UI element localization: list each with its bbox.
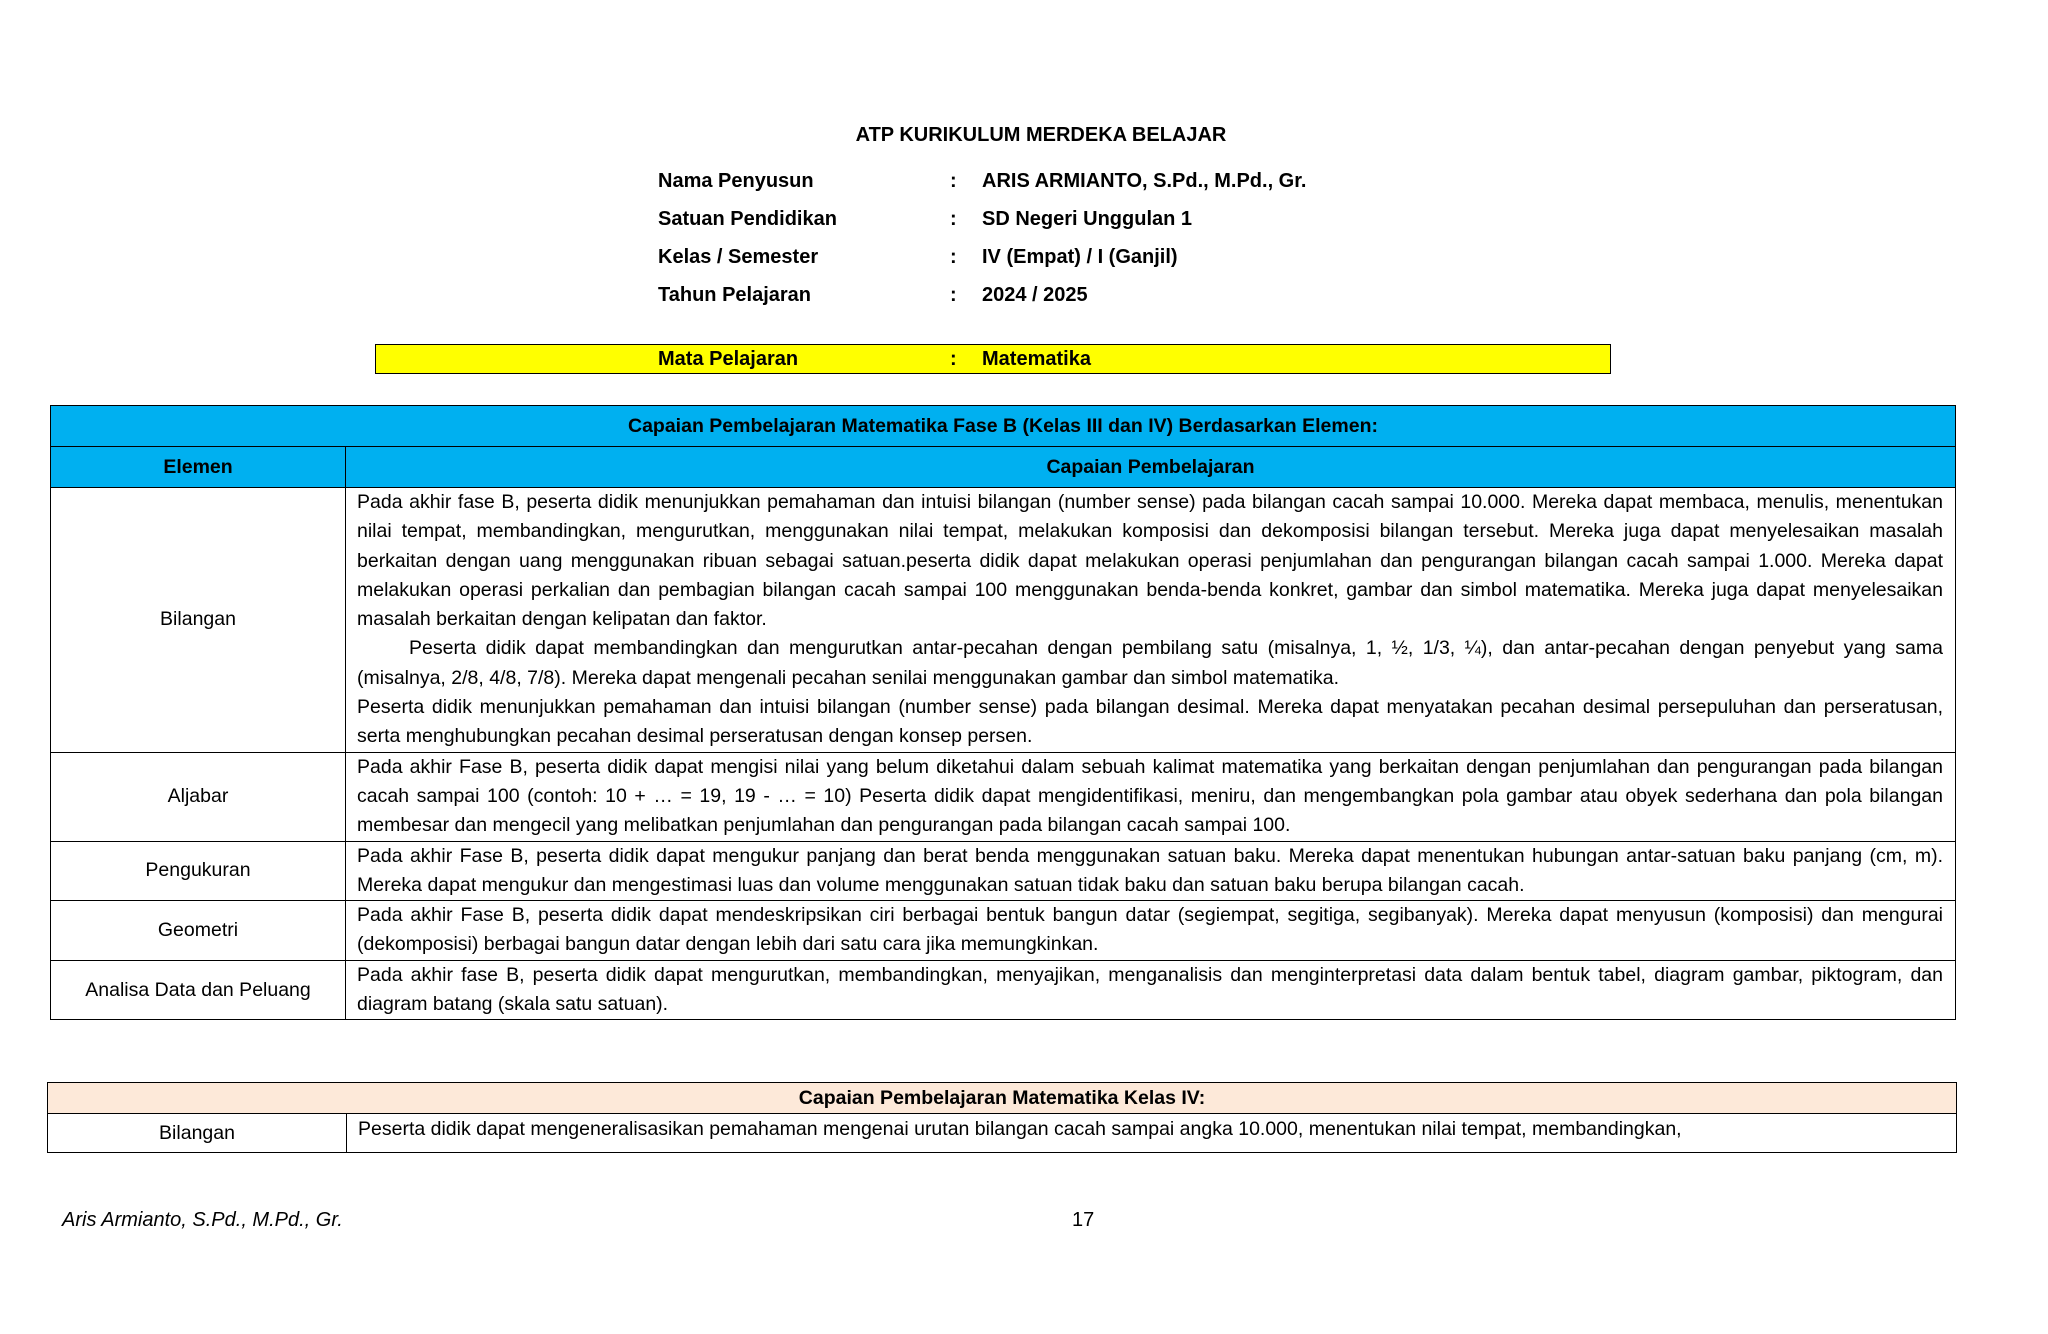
capaian-cell [347, 1114, 1957, 1153]
meta-label: Kelas / Semester [658, 245, 819, 268]
meta-row-tahun [658, 276, 1306, 314]
capaian-cell [346, 960, 1956, 1020]
capaian-cell [346, 752, 1956, 841]
table-row [51, 960, 1956, 1020]
meta-value: ARIS ARMIANTO, S.Pd., M.Pd., Gr. [982, 169, 1307, 192]
meta-separator: : [950, 347, 957, 370]
elemen-cell: Pengukuran [51, 841, 346, 901]
page-number: 17 [1072, 1209, 1095, 1231]
elemen-cell: Bilangan [51, 488, 346, 753]
meta-row-kelas [658, 238, 1306, 276]
meta-value: IV (Empat) / I (Ganjil) [982, 245, 1178, 268]
capaian-paragraph: Peserta didik dapat membandingkan dan mengurutkan antar-pecahan dengan pembilang satu (misalnya, 1, ½, 1/3, ¼), dan antar-pecahan dengan penyebut yang sama (misalnya, 2/8, 4/8, 7/8). Mereka dapat mengenali pecahan senilai menggunakan gambar dan simbol matematika. [357, 637, 1943, 689]
subject-highlight-box [375, 344, 1611, 374]
elemen-cell: Analisa Data dan Peluang [51, 960, 346, 1020]
capaian-cell [346, 841, 1956, 901]
meta-separator: : [950, 169, 957, 192]
meta-block [658, 162, 1306, 314]
table-title: Capaian Pembelajaran Matematika Kelas IV: [48, 1083, 1957, 1114]
elemen-cell: Aljabar [51, 752, 346, 841]
capaian-paragraph: Pada akhir Fase B, peserta didik dapat mengukur panjang dan berat benda menggunakan satuan baku. Mereka dapat menentukan hubungan antar-satuan baku panjang (cm, m). Mereka dapat mengukur dan mengestimasi luas dan volume menggunakan satuan tidak baku dan satuan baku berupa bilangan cacah. [357, 844, 1943, 896]
meta-row-penyusun [658, 162, 1306, 200]
meta-separator: : [950, 283, 957, 306]
capaian-paragraph: Peserta didik dapat mengeneralisasikan pemahaman mengenai urutan bilangan cacah sampai angka 10.000, menentukan nilai tempat, membandingkan, [358, 1118, 1682, 1140]
capaian-kelas-iv-table [47, 1082, 1957, 1153]
document-title: ATP KURIKULUM MERDEKA BELAJAR [855, 124, 1227, 146]
footer-author: Aris Armianto, S.Pd., M.Pd., Gr. [62, 1209, 343, 1231]
elemen-cell: Bilangan [48, 1114, 347, 1153]
column-header-elemen: Elemen [51, 447, 346, 488]
meta-label: Tahun Pelajaran [658, 283, 812, 306]
table-row [51, 488, 1956, 753]
table-header-row [51, 447, 1956, 488]
subject-value: Matematika [982, 347, 1091, 370]
table-title-row [51, 406, 1956, 447]
elemen-cell: Geometri [51, 901, 346, 961]
capaian-cell [346, 901, 1956, 961]
capaian-fase-b-table [50, 405, 1956, 1020]
meta-separator: : [950, 245, 957, 268]
meta-row-subject [658, 345, 1610, 373]
subject-label: Mata Pelajaran [658, 347, 799, 370]
meta-value: 2024 / 2025 [982, 283, 1088, 306]
table-title: Capaian Pembelajaran Matematika Fase B (Kelas III dan IV) Berdasarkan Elemen: [51, 406, 1956, 447]
meta-value: SD Negeri Unggulan 1 [982, 207, 1193, 230]
capaian-paragraph: Pada akhir Fase B, peserta didik dapat mengisi nilai yang belum diketahui dalam sebuah kalimat matematika yang berkaitan dengan penjumlahan dan pengurangan pada bilangan cacah sampai 100 (contoh: 10 + … = 19, 19 - … = 10) Peserta didik dapat mengidentifikasi, meniru, dan mengembangkan pola gambar atau obyek sederhana dan pola bilangan membesar dan mengecil yang melibatkan penjumlahan dan pengurangan pada bilangan cacah sampai 100. [357, 755, 1943, 837]
capaian-paragraph: Pada akhir Fase B, peserta didik dapat mendeskripsikan ciri berbagai bentuk bangun datar (segiempat, segitiga, segibanyak). Mereka dapat menyusun (komposisi) dan mengurai (dekomposisi) berbagai bangun datar dengan lebih dari satu cara jika memungkinkan. [357, 904, 1943, 956]
meta-label: Satuan Pendidikan [658, 207, 837, 230]
table-row [51, 841, 1956, 901]
capaian-paragraph: Pada akhir fase B, peserta didik menunjukkan pemahaman dan intuisi bilangan (number sense) pada bilangan cacah sampai 10.000. Mereka dapat membaca, menulis, menentukan nilai tempat, membandingkan, mengurutkan, menggunakan nilai tempat, melakukan komposisi dan dekomposisi bilangan tersebut. Mereka juga dapat menyelesaikan masalah berkaitan dengan uang menggunakan ribuan sebagai satuan.peserta didik dapat melakukan operasi penjumlahan dan pengurangan bilangan cacah sampai 1.000. Mereka dapat melakukan operasi perkalian dan pembagian bilangan cacah sampai 100 menggunakan benda-benda konkret, gambar dan simbol matematika. Mereka juga dapat menyelesaikan masalah berkaitan dengan kelipatan dan faktor. [357, 491, 1943, 631]
capaian-paragraph: Pada akhir fase B, peserta didik dapat mengurutkan, membandingkan, menyajikan, menganalisis dan menginterpretasi data dalam bentuk tabel, diagram gambar, piktogram, dan diagram batang (skala satu satuan). [357, 963, 1943, 1016]
table-title-row [48, 1083, 1957, 1114]
table-row [51, 901, 1956, 961]
table-row [51, 752, 1956, 841]
capaian-cell [346, 488, 1956, 753]
meta-separator: : [950, 207, 957, 230]
column-header-capaian: Capaian Pembelajaran [346, 447, 1956, 488]
meta-row-satuan [658, 200, 1306, 238]
meta-label: Nama Penyusun [658, 169, 814, 192]
capaian-paragraph: Peserta didik menunjukkan pemahaman dan intuisi bilangan (number sense) pada bilangan desimal. Mereka dapat menyatakan pecahan desimal persepuluhan dan perseratusan, serta menghubungkan pecahan desimal perseratusan dengan konsep persen. [357, 696, 1943, 748]
table-row [48, 1114, 1957, 1153]
